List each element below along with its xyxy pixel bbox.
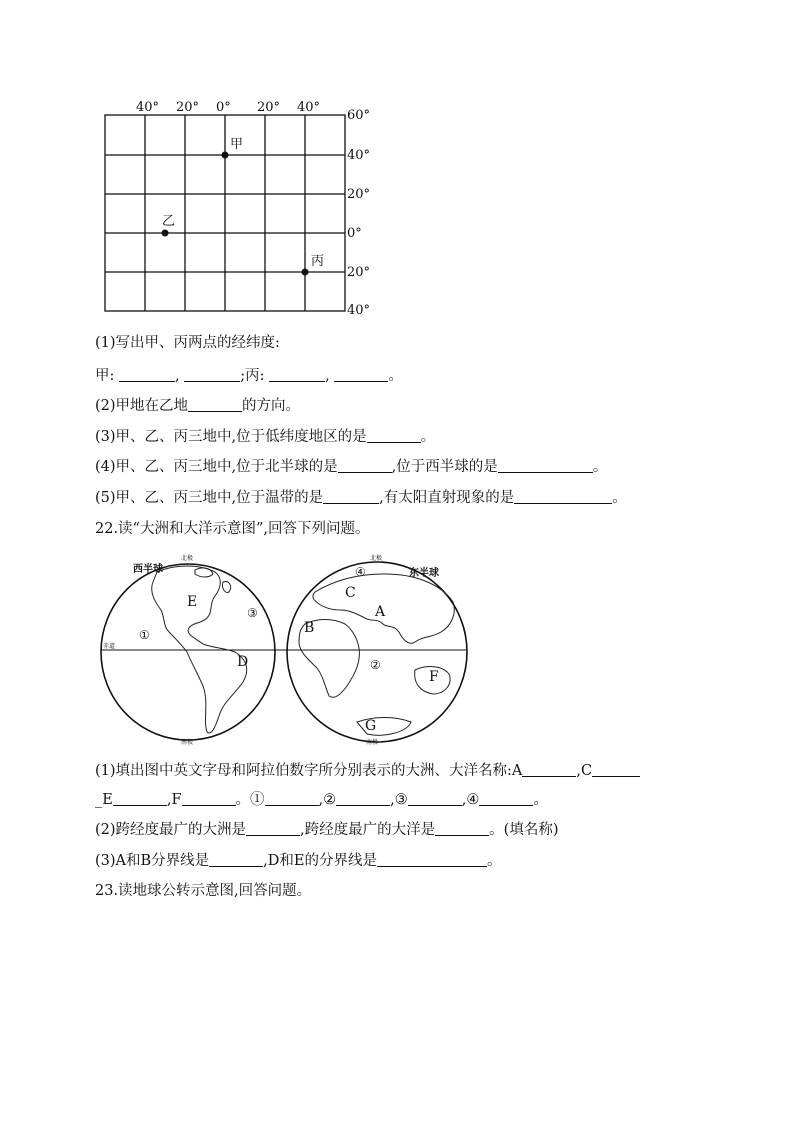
answer-blank[interactable] bbox=[334, 367, 388, 382]
east-hemisphere-label: 东半球 bbox=[409, 568, 439, 579]
q22-3-line bbox=[95, 851, 502, 871]
west-hemisphere-label: 西半球 bbox=[133, 564, 163, 575]
ocean-label-1: ① bbox=[139, 628, 150, 642]
equator-label: 赤道 bbox=[103, 643, 116, 650]
lat-label: 40° bbox=[347, 303, 371, 318]
q21-4-line bbox=[95, 457, 607, 477]
label-ocean-1: 。① bbox=[235, 792, 265, 808]
continent-label-D: D bbox=[237, 654, 249, 670]
q21-2-text: (2)甲地在乙地 bbox=[95, 398, 189, 414]
q22-2-tail: 。(填名称) bbox=[489, 822, 559, 838]
answer-blank[interactable] bbox=[498, 458, 593, 473]
point-jia-marker bbox=[222, 152, 229, 159]
q22-text: 22.读“大洲和大洋示意图”,回答下列问题。 bbox=[95, 521, 370, 537]
answer-blank[interactable] bbox=[377, 852, 487, 867]
period: 。 bbox=[612, 490, 627, 506]
continent-label-C: C bbox=[345, 585, 356, 601]
point-bing-marker bbox=[302, 269, 309, 276]
continent-label-F: F bbox=[429, 669, 439, 685]
lon-label: 0° bbox=[216, 100, 231, 115]
period: 。 bbox=[592, 459, 608, 475]
q21-1-text: (1)写出甲、丙两点的经纬度: bbox=[95, 335, 280, 351]
q21-1-label-jia: 甲: bbox=[95, 368, 115, 384]
period: 。 bbox=[388, 368, 403, 384]
lon-label: 20° bbox=[176, 100, 200, 115]
continent-label-B: B bbox=[304, 620, 315, 636]
q22-3-mid: ,D和E的分界线是 bbox=[263, 853, 377, 869]
answer-blank[interactable] bbox=[522, 762, 576, 777]
south-pole-label: 南极 bbox=[181, 739, 194, 746]
q21-2-line bbox=[95, 396, 300, 416]
answer-blank[interactable] bbox=[182, 791, 236, 806]
lat-label: 40° bbox=[347, 148, 371, 163]
label-ocean-2: ,② bbox=[318, 792, 337, 808]
lon-label: 40° bbox=[136, 100, 160, 115]
lat-label: 0° bbox=[347, 226, 362, 241]
answer-blank[interactable] bbox=[338, 458, 392, 473]
q21-3-text: (3)甲、乙、丙三地中,位于低纬度地区的是 bbox=[95, 429, 367, 445]
answer-blank[interactable] bbox=[408, 791, 462, 806]
q21-1-prompt bbox=[95, 333, 280, 353]
point-jia-label: 甲 bbox=[230, 137, 244, 152]
q21-3-line bbox=[95, 427, 435, 447]
lat-lon-grid-figure bbox=[100, 98, 400, 320]
q22-1-mid: ,C bbox=[576, 763, 593, 779]
q21-5-text: (5)甲、乙、丙三地中,位于温带的是 bbox=[95, 490, 324, 506]
point-bing-label: 丙 bbox=[311, 254, 325, 269]
lon-label: 40° bbox=[297, 100, 321, 115]
q21-1-answer-line bbox=[95, 366, 403, 386]
label-ocean-3: ,③ bbox=[390, 792, 408, 808]
label-E: _E bbox=[95, 792, 113, 808]
answer-blank[interactable] bbox=[113, 791, 167, 806]
q22-2-text: (2)跨经度最广的大洲是 bbox=[95, 822, 247, 838]
q22-2-mid: ,跨经度最广的大洋是 bbox=[300, 822, 436, 838]
comma: , bbox=[325, 368, 330, 384]
answer-blank[interactable] bbox=[188, 397, 242, 412]
q23-text: 23.读地球公转示意图,回答问题。 bbox=[95, 883, 312, 899]
comma: , bbox=[175, 368, 180, 384]
ocean-label-3: ③ bbox=[247, 606, 258, 620]
answer-blank[interactable] bbox=[367, 428, 421, 443]
q21-4-text: (4)甲、乙、丙三地中,位于北半球的是 bbox=[95, 459, 338, 475]
continent-label-E: E bbox=[187, 594, 198, 610]
q22-1-line bbox=[95, 761, 640, 781]
ocean-label-2: ② bbox=[370, 658, 381, 672]
q22-2-line bbox=[95, 820, 558, 840]
continents-oceans-figure bbox=[95, 552, 475, 748]
lat-label: 20° bbox=[347, 187, 371, 202]
point-yi-marker bbox=[162, 230, 169, 237]
q21-4-mid: ,位于西半球的是 bbox=[391, 459, 498, 475]
lon-label: 20° bbox=[257, 100, 281, 115]
answer-blank[interactable] bbox=[592, 762, 640, 777]
answer-blank[interactable] bbox=[119, 367, 175, 382]
answer-blank[interactable] bbox=[323, 489, 379, 504]
point-yi-label: 乙 bbox=[162, 214, 176, 229]
south-pole-label: 南极 bbox=[366, 739, 379, 746]
q22-1-continued-line bbox=[95, 790, 548, 810]
period: 。 bbox=[533, 792, 548, 808]
q21-1-label-bing: ;丙: bbox=[240, 368, 265, 384]
north-pole-label: 北极 bbox=[370, 555, 383, 562]
q21-5-line bbox=[95, 488, 627, 508]
answer-blank[interactable] bbox=[269, 367, 325, 382]
period: 。 bbox=[420, 429, 436, 445]
q22-heading bbox=[95, 519, 370, 539]
q21-2-tail: 的方向。 bbox=[242, 398, 301, 414]
lat-label: 20° bbox=[347, 265, 371, 280]
answer-blank[interactable] bbox=[336, 791, 390, 806]
north-pole-label: 北极 bbox=[181, 555, 194, 562]
q22-3-text: (3)A和B分界线是 bbox=[95, 853, 210, 869]
answer-blank[interactable] bbox=[209, 852, 263, 867]
period: 。 bbox=[487, 853, 502, 869]
continent-label-G: G bbox=[365, 718, 377, 734]
q22-1-text: (1)填出图中英文字母和阿拉伯数字所分别表示的大洲、大洋名称:A bbox=[95, 763, 523, 779]
ocean-label-4: ④ bbox=[355, 565, 366, 579]
label-F: ,F bbox=[166, 792, 182, 808]
q23-heading bbox=[95, 881, 311, 901]
label-ocean-4: ,④ bbox=[461, 792, 480, 808]
answer-blank[interactable] bbox=[246, 821, 300, 836]
q21-5-mid: ,有太阳直射现象的是 bbox=[379, 490, 515, 506]
answer-blank[interactable] bbox=[514, 489, 612, 504]
continent-label-A: A bbox=[375, 604, 386, 620]
answer-blank[interactable] bbox=[435, 821, 489, 836]
answer-blank[interactable] bbox=[184, 367, 240, 382]
answer-blank[interactable] bbox=[265, 791, 319, 806]
answer-blank[interactable] bbox=[479, 791, 533, 806]
lat-label: 60° bbox=[347, 108, 371, 123]
